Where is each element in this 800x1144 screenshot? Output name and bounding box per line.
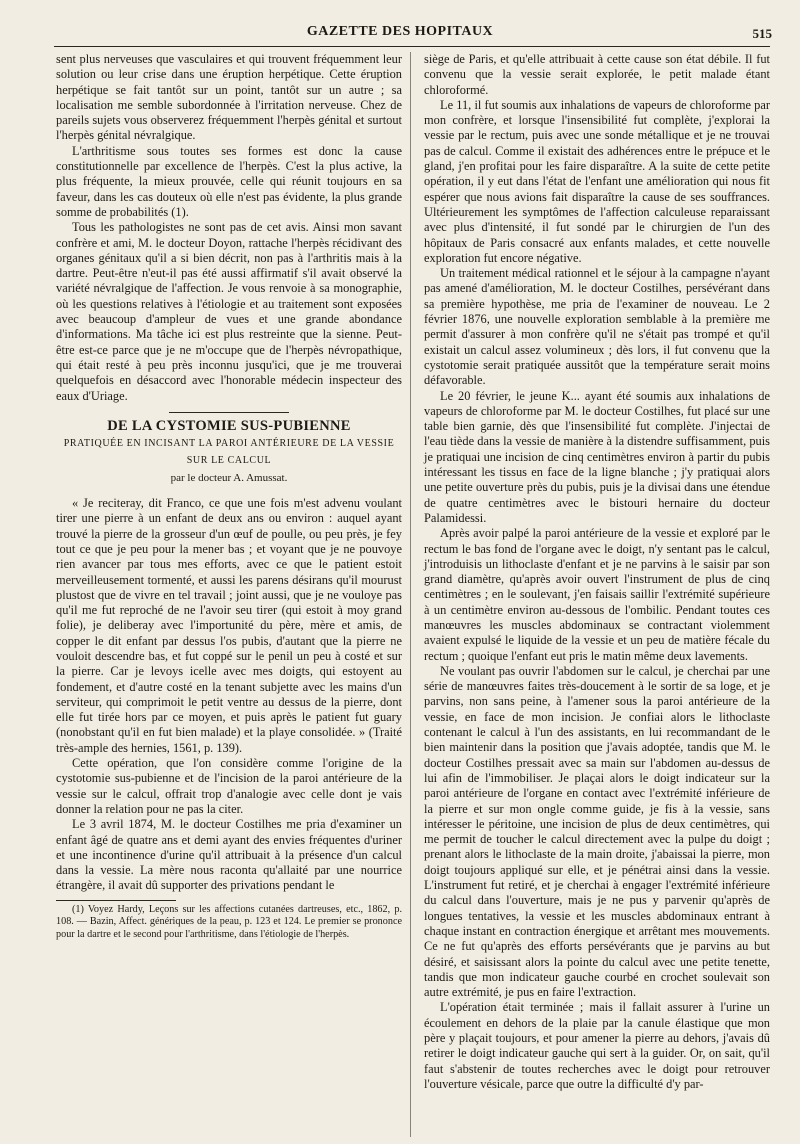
paragraph: L'opération était terminée ; mais il fallait assurer à l'urine un écoulement en dehors de la plaie par la canule élastique que mon père y plaçait toujours, et pour amener la pierre au dehors, j'avais dû retirer le doigt indicateur gauche qui sert à la guider. Or, on sait, qu'il faut s'abstenir de toutes recherches avec le doigt pour retrouver l'ouverture vésicale, parce que outre la difficulté d'y par- — [424, 1000, 770, 1091]
paragraph: Ne voulant pas ouvrir l'abdomen sur le calcul, je cherchai par une série de manœuvres faites très-doucement à le sortir de sa loge, et je parvins, non sans peine, à l'amener sous la paroi antérieure de la vessie, en face de mon incision. Je confiai alors le lithoclaste contenant le calcul à l'un des assistants, en lui recommandant de le bien maintenir dans la position que j'avais adoptée, tandis que M. le docteur Costilhes pressait avec sa main sur l'abdomen au-dessus de lui afin de l'immobiliser. Je plaçai alors le doigt indicateur sur la paroi antérieure de l'organe en contact avec l'extrémité inférieure de la pierre et sur mon ongle comme guide, je fis à la vessie, sans intéresser le péritoine, une incision de plus de deux centimètres, qui me permit de toucher le calcul directement avec la pulpe du doigt ; prenant alors le lithoclaste de la main droite, j'abaissai la pierre, mon doigt toujours appliqué sur elle, et je pénétrai ainsi dans la vessie. L'instrument fut retiré, et je cherchai à engager l'extrémité inférieure du calcul dans l'ouverture, mais je ne pus y parvenir qu'après de longues tentatives, la vessie et les muscles abdominaux entrant à chaque instant en contraction énergique et arrêtant mes mouvements. Ce ne fut qu'après des efforts persévérants que je parvins au but désiré, et saisissant alors la pointe du calcul avec une petite tenette, tandis que mon indicateur gauche courbé en crochet soulevait son autre extrémité, je pus en faire l'extraction. — [424, 663, 770, 1000]
section-divider — [169, 412, 289, 413]
paragraph: Le 20 février, le jeune K... ayant été soumis aux inhalations de vapeurs de chloroforme par M. le docteur Costilhes, fut placé sur une table bien garnie, dès que l'insensibilité fut complète. J'injectai de l'eau tiède dans la vessie de manière à la distendre suffisamment, puis je pratiquai une incision de cinq centimètres environ à partir du pubis intéressant les tissus en face de la ligne blanche ; j'y pratiquai alors une petite ouverture près du pubis, puis je la divisai dans une étendue de quatre centimètres avec le bistouri hernaire du docteur Palamidessi. — [424, 388, 770, 525]
running-title: GAZETTE DES HOPITAUX — [306, 24, 494, 39]
page-number: 515 — [752, 26, 772, 41]
paragraph: Le 3 avril 1874, M. le docteur Costilhes me pria d'examiner un enfant âgé de quatre ans et demi ayant des envies fréquentes d'uriner et une incontinence d'urine qu'il attribuait à la présence d'un calcul dans la vessie. La mère nous raconta qu'allaité par une nourrice étrangère, il avait dû supporter des privations pendant le — [56, 817, 402, 893]
footnote: (1) Voyez Hardy, Leçons sur les affections cutanées dartreuses, etc., 1862, p. 108. — Bazin, Affect. génériques de la peau, p. 123 et 124. Le premier se prononce pour la dartre et le second pour l'arthritisme, dans l'étiologie de l'herpès. — [56, 903, 402, 940]
page-header — [0, 24, 800, 46]
column-divider — [410, 52, 411, 1137]
article-byline: par le docteur A. Amussat. — [170, 471, 288, 484]
paragraph: Un traitement médical rationnel et le séjour à la campagne n'ayant pas amené d'amélioration, M. le docteur Costilhes, persévérant dans sa première hypothèse, me pria de l'examiner de nouveau. Le 2 février 1876, une nouvelle exploration semblable à la première me permit d'assurer à mon confrère qu'il ne s'était pas trompé et qu'il existait un calcul assez volumineux ; dès lors, il fut convenu que la cystotomie serait pratiquée aussitôt que la température serait moins défavorable. — [424, 266, 770, 388]
paragraph: L'arthritisme sous toutes ses formes est donc la cause constitutionnelle par excellence de l'herpès. C'est la plus active, la plus fréquente, la mieux prouvée, celle qui réunit toujours en sa faveur, dans les cas douteux où elle n'est pas évidente, la plus grande somme de probabilités (1). — [56, 143, 402, 219]
paragraph: Cette opération, que l'on considère comme l'origine de la cystotomie sus-pubienne et de l'incision de la paroi antérieure de la vessie sur le calcul, offrait trop d'analogie avec celle dont je vais donner la relation pour ne pas la citer. — [56, 756, 402, 816]
paragraph: « Je reciteray, dit Franco, ce que une fois m'est advenu voulant tirer une pierre à un enfant de deux ans ou environ : auquel ayant trouvé la pierre de la grosseur d'un œuf de poulle, ou peu près, je fey tout ce que je peu pour la mener bas ; et voyant que je ne pouvoye rien avancer par tous mes efforts, avec ce que le patient estoit merveilleusement tormenté, et aussi les parens désirans qu'il mourust plustost que de vivre en tel travail ; joint aussi, que je ne vouloye pas qu'il me fut reproché de ne l'avoir seu tirer (qui estoit à moy grand folie), je deliberay avec l'importunité du père, mère et amis, de copper le dit enfant par dessus l'os pubis, d'autant que la pierre ne vouloit descendre bas, et fut coppé sur le penil un peu à costé et sur la pierre. Car je levoys icelle avec mes doigts, qui estoyent au fondement, et d'autre costé en la tenant subjette avec les mains d'un serviteur, qui comprimoit le petit ventre au dessus de la pierre, dont elle fut tirée hors par ce moyen, et puis après le patient fut guary (nonobstant qu'il en fut bien malade) et la playe consolidée. » (Traité très-ample des hernies, 1561, p. 139). — [56, 496, 402, 755]
paragraph: Le 11, il fut soumis aux inhalations de vapeurs de chloroforme par mon confrère, et lorsque l'insensibilité fut complète, j'explorai la vessie par le rectum, puis avec une sonde métallique et je ne trouvai pas de calcul. Comme il existait des adhérences entre le prépuce et le gland, j'en profitai pour les faire disparaître. A la suite de cette petite opération, il y eut dans l'état de l'enfant une amélioration qui nous fit espérer que nous avions fait disparaître la cause de ses souffrances. Ultérieurement les symptômes de l'affection calculeuse reparaissant avec plus d'intensité, il fut sondé par le chirurgien de l'un des hôpitaux de Paris consacré aux enfants malades, et cette nouvelle exploration fut encore négative. — [424, 97, 770, 265]
article-subtitle: PRATIQUÉE EN INCISANT LA PAROI ANTÉRIEURE DE LA VESSIE — [63, 438, 395, 450]
paragraph: siège de Paris, et qu'elle attribuait à cette cause son état débile. Il fut convenu que la vessie serait explorée, le petit malade étant chloroformé. — [424, 52, 770, 97]
article-subtitle-line2: SUR LE CALCUL — [186, 455, 272, 467]
article-title: DE LA CYSTOMIE SUS-PUBIENNE — [107, 417, 351, 434]
left-column — [56, 52, 402, 941]
paragraph: Après avoir palpé la paroi antérieure de la vessie et exploré par le rectum le bas fond de l'organe avec le doigt, n'y sentant pas le calcul, j'introduisis un lithoclaste d'enfant et je ne parvins à le saisir par son grand diamètre, qu'après avoir ouvert l'instrument de plus de cinq centimètres ; en le soulevant, j'en faisais saillir l'extrémité supérieure à un centimètre environ au-dessous de l'ombilic. Pendant toutes ces manœuvres les muscles abdominaux se contractant violemment avaient expulsé le liquide de la vessie et un peu de matière fécale du rectum ; quoique l'enfant eut pris le matin même deux lavements. — [424, 526, 770, 663]
paragraph: Tous les pathologistes ne sont pas de cet avis. Ainsi mon savant confrère et ami, M. le docteur Doyon, rattache l'herpès récidivant des organes génitaux qu'il a si bien décrit, non pas à l'arthritis mais à la dartre. Peut-être n'eut-il pas été aussi affirmatif s'il avait observé la variété névralgique de l'affection. Je vous renvoie à sa monographie, où les questions relatives à l'étiologie et au traitement sont exposées avec beaucoup d'ampleur de vues et une grande abondance d'informations. Ma tâche ici est plus restreinte que la sienne. Peut-être est-ce parce que je ne m'occupe que de l'herpès névropathique, qui était resté à peu près inconnu jusqu'ici, que je me trouverai quelquefois en désaccord avec l'honorable médecin inspecteur des eaux d'Uriage. — [56, 220, 402, 403]
paragraph: sent plus nerveuses que vasculaires et qui trouvent fréquemment leur solution ou leur crise dans une éruption herpétique. Cette éruption herpétique se fait tantôt sur un point, tantôt sur un autre ; sa localisation me semble subordonnée à l'irritation nerveuse. Chez de pareils sujets vous observerez fréquemment l'herpès génital et surtout l'herpès génital névralgique. — [56, 52, 402, 143]
right-column — [424, 52, 770, 1092]
footnote-rule — [56, 900, 176, 901]
header-rule — [54, 46, 770, 47]
